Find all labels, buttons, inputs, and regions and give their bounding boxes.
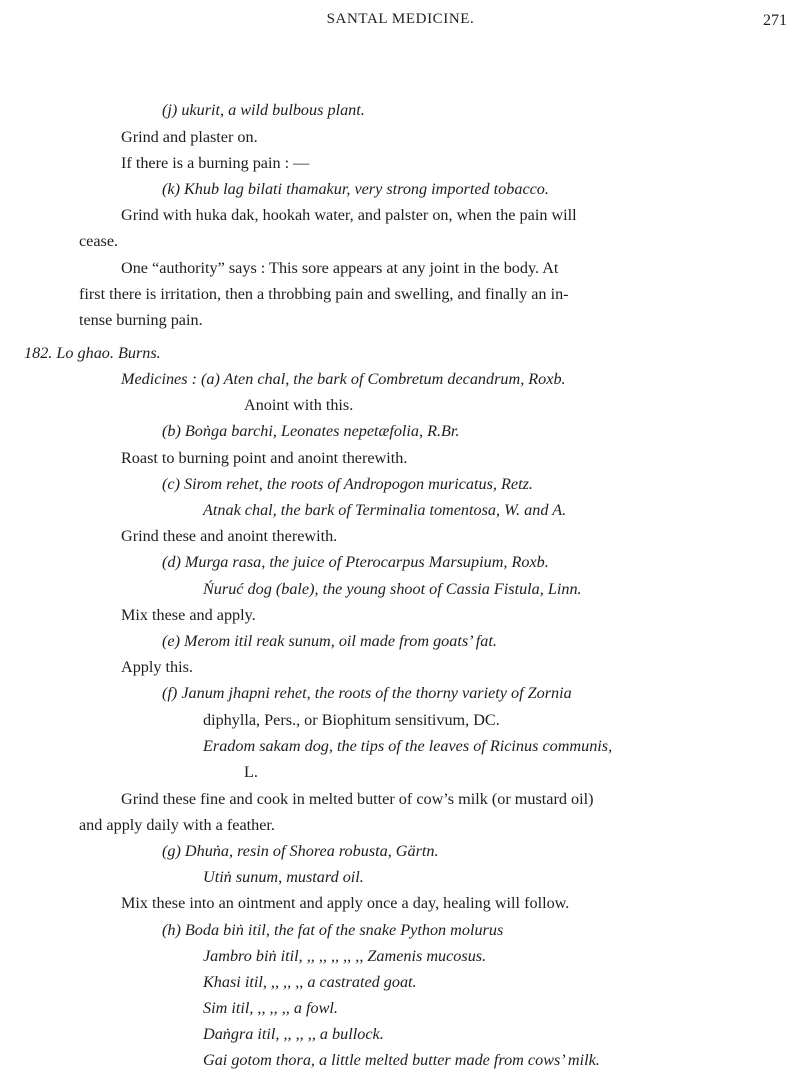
text-line: (k) Khub lag bilati thamakur, very strong imported tobacco. xyxy=(162,180,549,198)
text-line: Gai gotom thora, a little melted butter made from cows’ milk. xyxy=(203,1051,600,1069)
text-line: Sim itil, ,, ,, ,, a fowl. xyxy=(203,999,338,1017)
text-line: One “authority” says : This sore appears at any joint in the body. At xyxy=(121,259,559,277)
text-line: (d) Murga rasa, the juice of Pterocarpus Marsupium, Roxb. xyxy=(162,553,549,571)
text-line: L. xyxy=(244,763,258,781)
text-line: (g) Dhuṅa, resin of Shorea robusta, Gärtn. xyxy=(162,842,439,860)
text-line: Mix these and apply. xyxy=(121,606,256,624)
text-line: (h) Boda biṅ itil, the fat of the snake Python molurus xyxy=(162,921,504,939)
text-line: and apply daily with a feather. xyxy=(79,816,275,834)
text-line: (j) ukurit, a wild bulbous plant. xyxy=(162,101,365,119)
text-line: Medicines : (a) Aten chal, the bark of Combretum decandrum, Roxb. xyxy=(121,370,566,388)
page-number: 271 xyxy=(763,12,787,29)
text-line: (f) Janum jhapni rehet, the roots of the thorny variety of Zornia xyxy=(162,684,572,702)
text-line: Anoint with this. xyxy=(244,396,354,414)
text-line: Khasi itil, ,, ,, ,, a castrated goat. xyxy=(203,973,417,991)
section-heading: 182. Lo ghao. Burns. xyxy=(24,344,161,362)
text-line: Grind these fine and cook in melted butter of cow’s milk (or mustard oil) xyxy=(121,790,594,808)
text-line: If there is a burning pain : — xyxy=(121,154,310,172)
text-line: Ńuruć dog (bale), the young shoot of Cassia Fistula, Linn. xyxy=(203,580,582,598)
text-line: diphylla, Pers., or Biophitum sensitivum, DC. xyxy=(203,711,500,729)
running-header: SANTAL MEDICINE. xyxy=(326,11,475,27)
text-line: (c) Sirom rehet, the roots of Andropogon muricatus, Retz. xyxy=(162,475,533,493)
text-line: (b) Boṅga barchi, Leonates nepetæfolia, R.Br. xyxy=(162,422,460,440)
text-line: Mix these into an ointment and apply once a day, healing will follow. xyxy=(121,894,570,912)
text-line: Apply this. xyxy=(121,658,193,676)
text-line: tense burning pain. xyxy=(79,311,203,329)
text-line: first there is irritation, then a throbbing pain and swelling, and finally an in- xyxy=(79,285,569,303)
text-line: Jambro biṅ itil, ,, ,, ,, ,, ,, Zamenis mucosus. xyxy=(203,947,487,965)
text-line: Grind these and anoint therewith. xyxy=(121,527,338,545)
text-line: cease. xyxy=(79,232,119,250)
text-line: Eradom sakam dog, the tips of the leaves of Ricinus communis, xyxy=(203,737,613,755)
text-line: Atnak chal, the bark of Terminalia tomentosa, W. and A. xyxy=(203,501,567,519)
text-line: (e) Merom itil reak sunum, oil made from goats’ fat. xyxy=(162,632,497,650)
text-line: Utiṅ sunum, mustard oil. xyxy=(203,868,364,886)
text-line: Grind and plaster on. xyxy=(121,128,258,146)
text-line: Daṅgra itil, ,, ,, ,, a bullock. xyxy=(203,1025,384,1043)
text-line: Grind with huka dak, hookah water, and palster on, when the pain will xyxy=(121,206,577,224)
text-line: Roast to burning point and anoint therewith. xyxy=(121,449,408,467)
